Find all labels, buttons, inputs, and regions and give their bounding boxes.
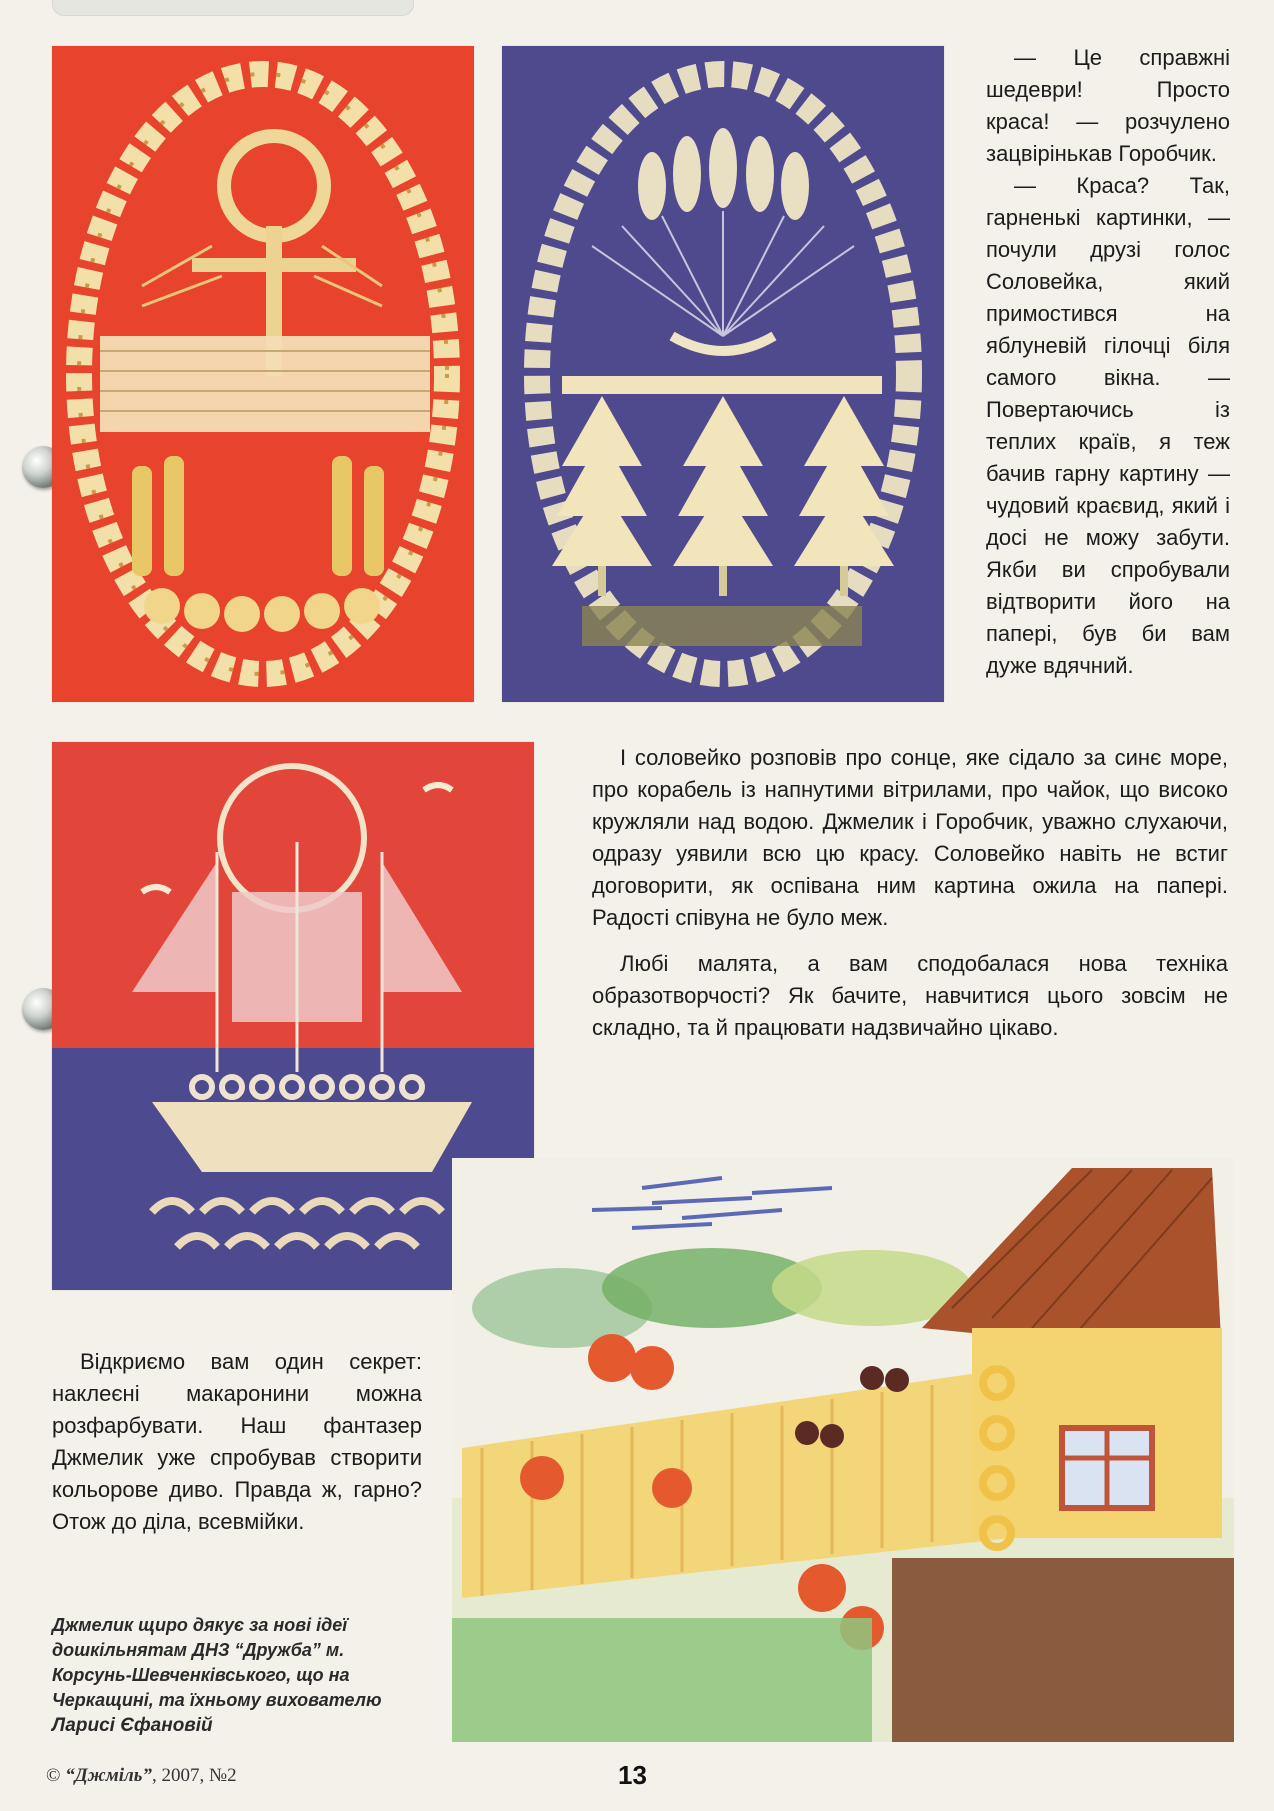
photo-pasta-house bbox=[452, 1158, 1234, 1742]
secret-text bbox=[52, 1346, 422, 1538]
issue-info: , 2007, №2 bbox=[152, 1765, 237, 1786]
magazine-name: “Джміль” bbox=[65, 1765, 152, 1786]
footer-copyright bbox=[46, 1765, 237, 1787]
page-number: 13 bbox=[618, 1760, 647, 1790]
middle-paragraph-1: І соловейко розповів про сонце, яке сідало за синє море, про корабель із напнутими вітрилами, про чайок, що високо кружляли над водою. Джмелик і Горобчик, уважно слухаючи, одразу уявили всю цю красу. Соловейко навіть не встиг договорити, як оспівана ним картина ожила на папері. Радості співуна не було меж. bbox=[592, 745, 1228, 930]
middle-text bbox=[592, 742, 1228, 1044]
secret-paragraph: Відкриємо вам один секрет: наклеєні макаронини можна розфарбувати. Наш фантазер Джмелик уже спробував створити кольорове диво. Правда ж, гарно? Отож до діла, всевмійки. bbox=[52, 1349, 422, 1534]
dialog-top-text bbox=[986, 42, 1230, 682]
page-tab bbox=[52, 0, 414, 16]
credit-teacher-name: Ларисі Єфановій bbox=[52, 1715, 213, 1736]
copyright-symbol: © bbox=[46, 1765, 61, 1786]
photo-pasta-egg-cross bbox=[52, 46, 474, 702]
middle-paragraph-2: Любі малята, а вам сподобалася нова техніка образотворчості? Як бачите, навчитися цього зовсім не складно, та й працювати надзвичайно цікаво. bbox=[592, 951, 1228, 1040]
dialog-paragraph-1: — Це справжні шедеври! Просто краса! — розчулено зацвірінькав Горобчик. bbox=[986, 45, 1230, 166]
photo-pasta-egg-trees bbox=[502, 46, 944, 702]
credit-text bbox=[52, 1613, 412, 1738]
credit-body: Джмелик щиро дякує за нові ідеї дошкільнятам ДНЗ “Дружба” м. Корсунь-Шевченківського, що на Черкащині, та їхньому вихователю bbox=[52, 1615, 382, 1710]
dialog-paragraph-2: — Краса? Так, гарненькі картинки, — почули друзі голос Соловейка, який примостився на яблуневій гілочці біля самого вікна. — Повертаючись із теплих країв, я теж бачив гарну картину — чудовий краєвид, який і досі не можу забути. Якби ви спробували відтворити його на папері, був би вам дуже вдячний. bbox=[986, 173, 1230, 678]
